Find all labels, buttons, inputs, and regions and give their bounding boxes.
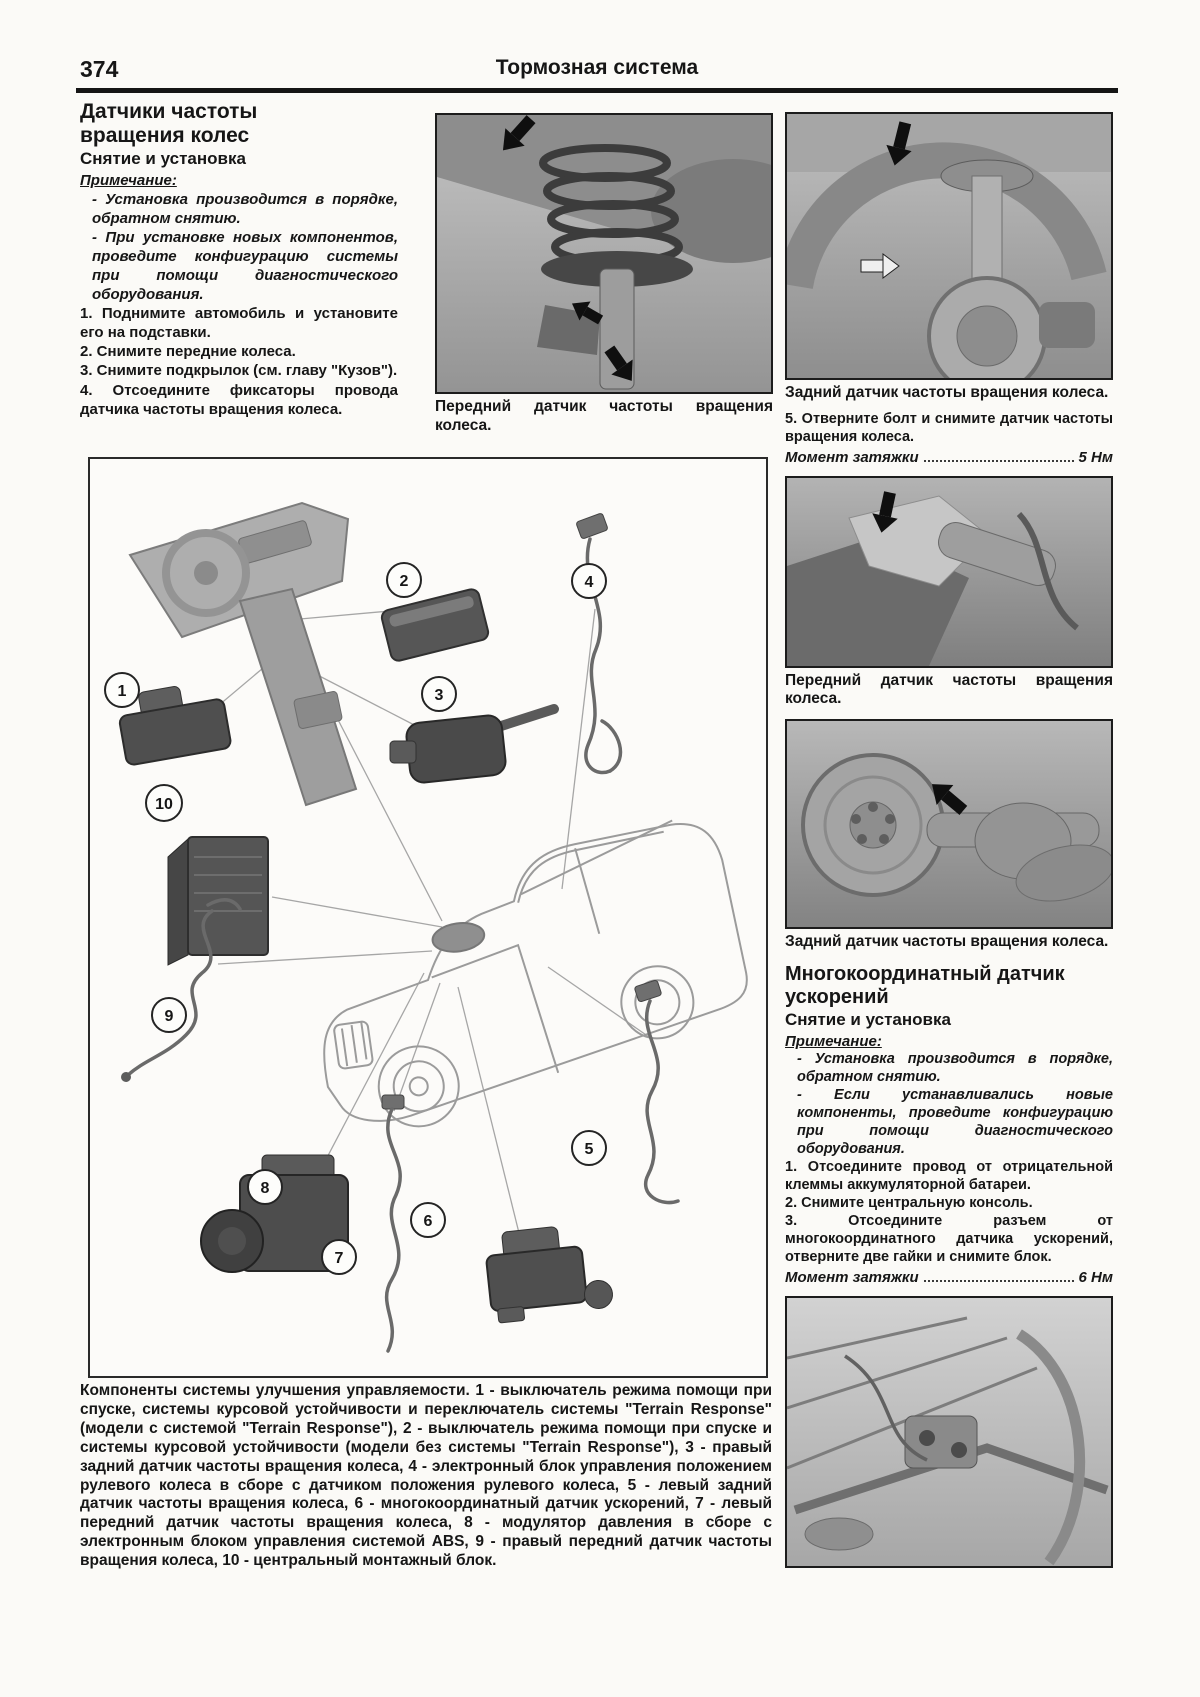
step-item: 2. Снимите центральную консоль. xyxy=(785,1194,1033,1211)
step-item: 1. Поднимите автомобиль и установите его на подставки. xyxy=(80,305,398,342)
svg-text:4: 4 xyxy=(584,574,594,591)
svg-text:6: 6 xyxy=(423,1213,433,1230)
step-item: 5. Отверните болт и снимите датчик частоты вращения колеса. xyxy=(785,410,1113,445)
component-switch-panel xyxy=(380,588,490,663)
svg-text:7: 7 xyxy=(334,1250,344,1267)
section-subheading: Снятие и установка xyxy=(785,1010,951,1030)
diagram-callout-8 xyxy=(248,1170,282,1204)
section-subheading: Снятие и установка xyxy=(80,149,246,169)
figure-underbody-console xyxy=(785,1296,1113,1568)
header-rule xyxy=(76,88,1118,93)
photo-rear-wheel-speed-sensor xyxy=(785,112,1113,380)
diagram-callout-5 xyxy=(572,1131,606,1165)
torque-label: Момент затяжки xyxy=(785,448,919,466)
sensor-bracket xyxy=(905,1416,977,1468)
diagram-callout-4 xyxy=(572,564,606,598)
diagram-caption: Компоненты системы улучшения управляемости. 1 - выключатель режима помощи при спуске, системы курсовой устойчивости и переключатель системы "Terrain Response" (модели с системой "Terrain Response"), 2 - выключатель режима помощи при спуске и системы курсовой устойчивости (модели без системы "Terrain Response"), 3 - правый задний датчик частоты вращения колеса, 4 - электронный блок управления положением рулевого колеса в сборе с датчиком положения рулевого колеса, 5 - левый задний датчик частоты вращения колеса, 6 - многокоординатный датчик ускорений, 7 - левый передний датчик частоты вращения колеса, 8 - модулятор давления в сборе с электронным блоком управления системой ABS, 9 - правый передний датчик частоты вращения колеса, 10 - центральный монтажный блок. xyxy=(80,1382,772,1570)
component-sensor-wire-7 xyxy=(382,1095,404,1351)
left-column xyxy=(80,100,398,419)
figure-rear-hub xyxy=(785,719,1113,952)
photo-underbody-console xyxy=(785,1296,1113,1568)
photo-caption: Передний датчик частоты вращения колеса. xyxy=(785,671,1113,708)
section-heading: Многокоординатный датчик ускорений xyxy=(785,963,1065,1008)
torque-spec xyxy=(785,1269,1113,1286)
diagram-callout-2 xyxy=(387,563,421,597)
diagram-callout-3 xyxy=(422,677,456,711)
note-label: Примечание: xyxy=(80,172,177,190)
torque-value: 5 Нм xyxy=(1078,448,1113,466)
photo-rear-wheel-speed-sensor-2 xyxy=(785,719,1113,929)
right-column xyxy=(785,112,1113,1568)
photo-caption: Задний датчик частоты вращения колеса. xyxy=(785,932,1109,950)
photo-caption: Передний датчик частоты вращения колеса. xyxy=(435,398,773,434)
component-sensor-wire-5 xyxy=(634,980,678,1203)
steering-column xyxy=(240,589,356,805)
dotted-leader xyxy=(924,459,1074,462)
dotted-leader xyxy=(924,1279,1074,1282)
step-item: 1. Отсоедините провод от отрицательной клеммы аккумуляторной батареи. xyxy=(785,1158,1113,1193)
photo-caption: Задний датчик частоты вращения колеса. xyxy=(785,384,1109,401)
note-item: - Если устанавливались новые компоненты, проведите конфигурацию при помощи диагностического оборудования. xyxy=(797,1087,1113,1157)
car-sketch xyxy=(298,813,762,1138)
caliper xyxy=(1039,302,1095,348)
step-item: 3. Отсоедините разъем от многокоординатного датчика ускорений, отверните две гайки и снимите блок. xyxy=(785,1212,1113,1265)
components-diagram xyxy=(88,457,768,1378)
svg-text:10: 10 xyxy=(155,796,173,813)
step-item: 4. Отсоедините фиксаторы провода датчика частоты вращения колеса. xyxy=(80,381,398,418)
svg-text:3: 3 xyxy=(434,687,444,704)
component-acceleration-sensor xyxy=(484,1221,615,1323)
torque-spec xyxy=(785,449,1113,466)
diagram-callout-7 xyxy=(322,1240,356,1274)
diagram-callout-6 xyxy=(411,1203,445,1237)
svg-text:1: 1 xyxy=(117,683,127,700)
components-diagram-svg xyxy=(90,459,766,1376)
torque-label: Момент затяжки xyxy=(785,1268,919,1286)
figure-rear-sensor xyxy=(785,112,1113,403)
svg-text:2: 2 xyxy=(399,573,409,590)
page-number: 374 xyxy=(80,56,119,82)
svg-text:5: 5 xyxy=(584,1141,594,1158)
diagram-callout-1 xyxy=(105,673,139,707)
component-blob xyxy=(805,1518,873,1550)
diagram-callout-10 xyxy=(146,785,182,821)
page-title: Тормозная система xyxy=(495,56,699,79)
step-item: 3. Снимите подкрылок (см. главу "Кузов"). xyxy=(80,362,398,380)
step-item: 2. Снимите передние колеса. xyxy=(80,343,296,361)
component-column-switch xyxy=(390,709,554,784)
component-sensor-wire-4 xyxy=(576,513,621,773)
note-label: Примечание: xyxy=(785,1033,882,1051)
note-item: - Установка производится в порядке, обратном снятию. xyxy=(797,1051,1113,1086)
figure-front-sensor-closeup xyxy=(785,476,1113,709)
photo-front-wheel-speed-sensor-2 xyxy=(785,476,1113,668)
figure-front-sensor-strut xyxy=(435,113,773,435)
section-heading: Датчики частоты вращения колес xyxy=(80,100,258,147)
photo-front-wheel-speed-sensor xyxy=(435,113,773,394)
torque-value: 6 Нм xyxy=(1078,1268,1113,1286)
diagram-callout-9 xyxy=(152,998,186,1032)
svg-text:8: 8 xyxy=(260,1180,270,1197)
note-item: - При установке новых компонентов, проведите конфигурацию системы при помощи диагностического оборудования. xyxy=(92,229,398,304)
svg-text:9: 9 xyxy=(164,1008,174,1025)
note-item: - Установка производится в порядке, обратном снятию. xyxy=(92,191,398,228)
